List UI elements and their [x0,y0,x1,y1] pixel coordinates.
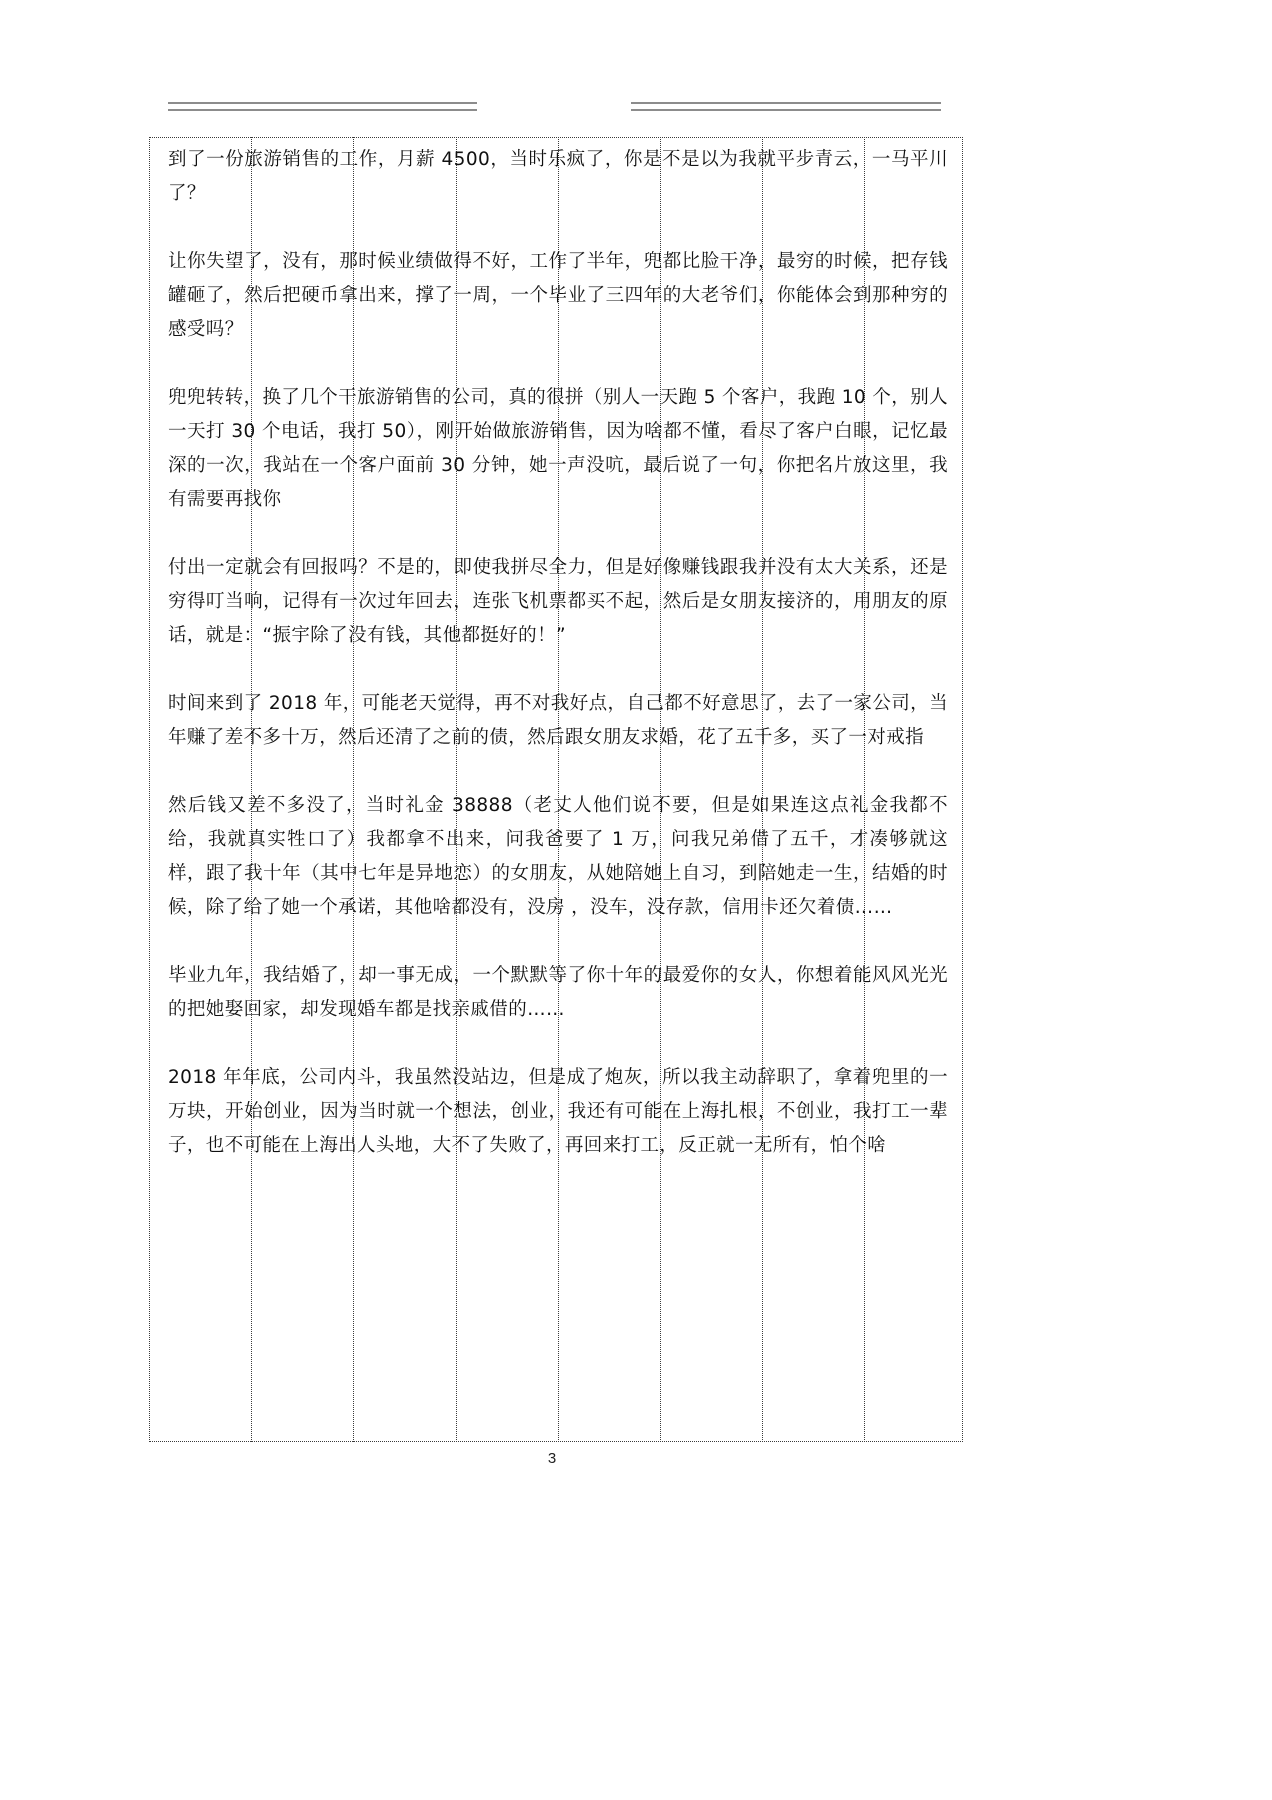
paragraph: 2018 年年底，公司内斗，我虽然没站边，但是成了炮灰，所以我主动辞职了，拿着兜里的一万块，开始创业，因为当时就一个想法，创业，我还有可能在上海扎根，不创业，我打工一辈子，也不可能在上海出人头地，大不了失败了，再回来打工，反正就一无所有，怕个啥 [168,1067,948,1156]
paragraph: 到了一份旅游销售的工作，月薪 4500，当时乐疯了，你是不是以为我就平步青云，一马平川了？ [168,149,948,204]
page-number: 3 [547,1450,557,1467]
document-body [168,143,948,1197]
paragraph: 兜兜转转，换了几个干旅游销售的公司，真的很拼（别人一天跑 5 个客户，我跑 10 个，别人一天打 30 个电话，我打 50），刚开始做旅游销售，因为啥都不懂，看尽了客户白眼，记忆最深的一次，我站在一个客户面前 30 分钟，她一声没吭，最后说了一句，你把名片放这里，我有需要再找你 [168,387,948,510]
paragraph: 付出一定就会有回报吗？不是的，即使我拼尽全力，但是好像赚钱跟我并没有太大关系，还是穷得叮当响，记得有一次过年回去，连张飞机票都买不起，然后是女朋友接济的，用朋友的原话，就是：“振宇除了没有钱，其他都挺好的！” [168,557,948,646]
paragraph: 时间来到了 2018 年，可能老天觉得，再不对我好点，自己都不好意思了，去了一家公司，当年赚了差不多十万，然后还清了之前的债，然后跟女朋友求婚，花了五千多，买了一对戒指 [168,693,948,748]
paragraph: 毕业九年，我结婚了，却一事无成，一个默默等了你十年的最爱你的女人，你想着能风风光光的把她娶回家，却发现婚车都是找亲戚借的…… [168,965,948,1020]
paragraph: 让你失望了，没有，那时候业绩做得不好，工作了半年，兜都比脸干净，最穷的时候，把存钱罐砸了，然后把硬币拿出来，撑了一周，一个毕业了三四年的大老爷们，你能体会到那种穷的感受吗？ [168,251,948,340]
header-rule-left [168,102,477,111]
header-rule-right [631,102,941,111]
paragraph: 然后钱又差不多没了，当时礼金 38888（老丈人他们说不要，但是如果连这点礼金我都不给，我就真实牲口了）我都拿不出来，问我爸要了 1 万，问我兄弟借了五千，才凑够就这样，跟了我十年（其中七年是异地恋）的女朋友，从她陪她上自习，到陪她走一生，结婚的时候，除了给了她一个承诺，其他啥都没有，没房 ，没车，没存款，信用卡还欠着债…… [168,795,948,918]
